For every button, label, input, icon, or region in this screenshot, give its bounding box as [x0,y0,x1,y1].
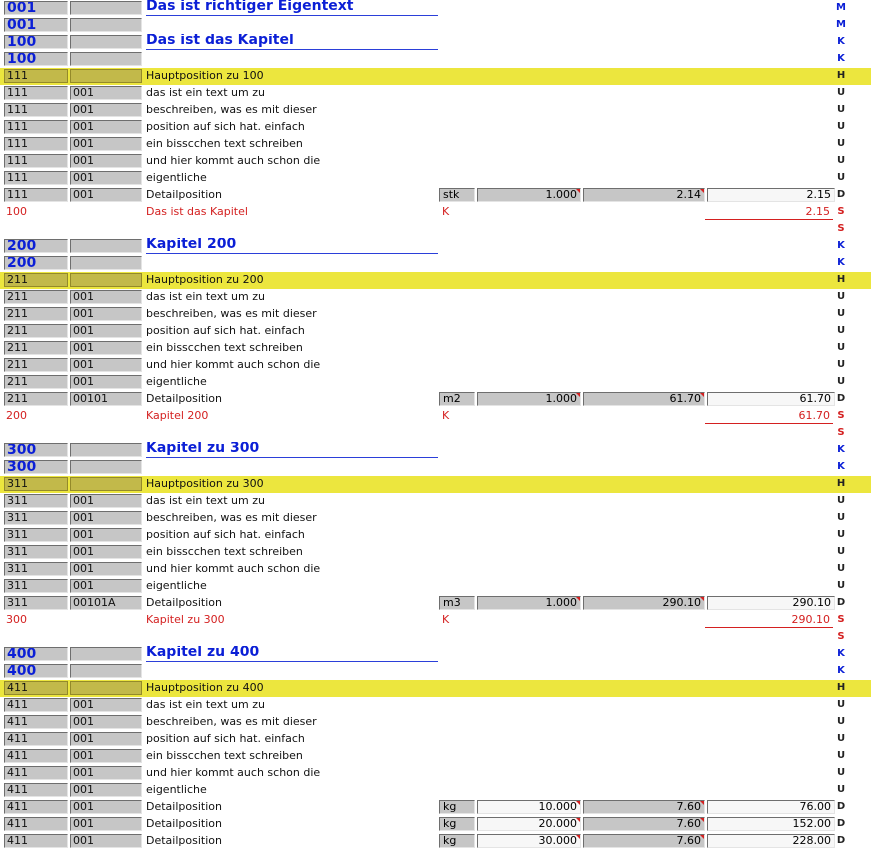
unit-cell[interactable]: kg [439,817,475,831]
text-line-row[interactable] [0,357,871,374]
header-text[interactable]: Das ist richtiger Eigentext [146,0,438,16]
quantity-cell[interactable]: 1.000 [477,596,581,610]
sub-number-cell[interactable]: 001 [70,120,142,134]
sum-value: 61.70 [705,409,833,424]
chapter-sum-row[interactable] [0,204,871,221]
chapter-text[interactable] [146,256,438,270]
unit-cell[interactable]: kg [439,800,475,814]
chapter-row[interactable] [0,238,871,255]
sum-spacer-row[interactable] [0,221,871,238]
sub-number-cell[interactable]: 001 [70,766,142,780]
position-number-cell[interactable]: 111 [4,188,68,202]
main-position-row[interactable] [0,68,871,85]
total-cell[interactable]: 228.00 [707,834,835,848]
total-cell[interactable]: 76.00 [707,800,835,814]
line-text[interactable]: das ist ein text um zu [146,494,265,507]
position-number-cell[interactable]: 311 [4,579,68,593]
row-type-flag: S [837,206,845,217]
sub-number-cell[interactable] [70,647,142,661]
row-type-flag: D [836,393,846,404]
detail-row[interactable] [0,595,871,612]
text-line-row[interactable] [0,374,871,391]
row-type-flag: U [836,563,846,574]
row-type-flag: U [836,104,846,115]
sub-number-cell[interactable]: 001 [70,86,142,100]
line-text[interactable]: ein bisscchen text schreiben [146,545,303,558]
position-number-cell[interactable]: 100 [4,52,68,66]
sum-kind: K [442,409,450,422]
text-line-row[interactable] [0,102,871,119]
sum-chapter-title: Das ist das Kapitel [146,205,248,218]
position-number-cell[interactable]: 411 [4,800,68,814]
row-type-flag: H [836,274,846,285]
row-type-flag: H [836,682,846,693]
position-number-cell[interactable]: 211 [4,341,68,355]
position-number-cell[interactable]: 411 [4,766,68,780]
unit-price-cell[interactable]: 7.60 [583,800,705,814]
row-type-flag: K [837,36,845,47]
sum-chapter-title: Kapitel zu 300 [146,613,225,626]
row-type-flag: U [836,716,846,727]
quantity-cell[interactable]: 10.000 [477,800,581,814]
sub-number-cell[interactable] [70,664,142,678]
main-position-text[interactable]: Hauptposition zu 300 [146,477,264,490]
detail-text[interactable]: Detailposition [146,188,222,201]
sum-chapter-number: 300 [6,613,27,626]
detail-text[interactable]: Detailposition [146,800,222,813]
row-type-flag: S [837,223,845,234]
chapter-title[interactable]: Kapitel zu 300 [146,442,438,458]
row-type-flag: U [836,308,846,319]
position-number-cell[interactable]: 311 [4,596,68,610]
text-line-row[interactable] [0,153,871,170]
header-text[interactable] [146,18,438,32]
detail-text[interactable]: Detailposition [146,392,222,405]
position-number-cell[interactable]: 211 [4,290,68,304]
unit-price-cell[interactable]: 290.10 [583,596,705,610]
row-type-flag: U [836,750,846,761]
chapter-row[interactable] [0,646,871,663]
position-number-cell[interactable]: 111 [4,120,68,134]
row-type-flag: D [836,801,846,812]
sub-number-cell[interactable]: 001 [70,324,142,338]
unit-cell[interactable]: m2 [439,392,475,406]
total-cell[interactable]: 2.15 [707,188,835,202]
chapter-sum-row[interactable] [0,612,871,629]
sum-spacer-row[interactable] [0,425,871,442]
sub-number-cell[interactable] [70,69,142,83]
row-type-flag: K [837,240,845,251]
sub-number-cell[interactable]: 001 [70,137,142,151]
line-text[interactable]: eigentliche [146,171,207,184]
main-position-text[interactable]: Hauptposition zu 400 [146,681,264,694]
text-line-row[interactable] [0,493,871,510]
sub-number-cell[interactable]: 001 [70,545,142,559]
row-type-flag: U [836,87,846,98]
position-number-cell[interactable]: 311 [4,562,68,576]
row-type-flag: D [836,189,846,200]
line-text[interactable]: und hier kommt auch schon die [146,154,321,167]
line-text[interactable]: das ist ein text um zu [146,698,265,711]
sub-number-cell[interactable]: 001 [70,800,142,814]
row-type-flag: U [836,784,846,795]
position-number-cell[interactable]: 211 [4,375,68,389]
unit-price-cell[interactable]: 7.60 [583,817,705,831]
chapter-row[interactable] [0,34,871,51]
position-number-cell[interactable]: 411 [4,749,68,763]
position-number-cell[interactable]: 311 [4,545,68,559]
sub-number-cell[interactable]: 00101 [70,392,142,406]
unit-cell[interactable]: m3 [439,596,475,610]
row-type-flag: U [836,121,846,132]
sub-number-cell[interactable]: 001 [70,307,142,321]
total-cell[interactable]: 152.00 [707,817,835,831]
position-number-cell[interactable]: 111 [4,86,68,100]
sub-number-cell[interactable] [70,239,142,253]
row-type-flag: K [837,648,845,659]
header-row[interactable] [0,0,871,17]
unit-price-cell[interactable]: 2.14 [583,188,705,202]
sub-number-cell[interactable]: 001 [70,341,142,355]
sub-number-cell[interactable]: 001 [70,579,142,593]
line-text[interactable]: position auf sich hat. einfach [146,120,305,133]
position-number-cell[interactable]: 100 [4,35,68,49]
row-type-flag: K [837,444,845,455]
quantity-cell[interactable]: 1.000 [477,188,581,202]
sub-number-cell[interactable] [70,18,142,32]
sum-chapter-title: Kapitel 200 [146,409,209,422]
quantity-cell[interactable]: 1.000 [477,392,581,406]
line-text[interactable]: und hier kommt auch schon die [146,358,321,371]
row-type-flag: U [836,580,846,591]
text-line-row[interactable] [0,136,871,153]
line-text[interactable]: beschreiben, was es mit dieser [146,307,317,320]
sub-number-cell[interactable] [70,273,142,287]
row-type-flag: K [837,257,845,268]
row-type-flag: U [836,699,846,710]
sub-number-cell[interactable]: 001 [70,749,142,763]
sum-kind: K [442,613,450,626]
row-type-flag: D [836,835,846,846]
row-type-flag: U [836,529,846,540]
row-type-flag: S [837,631,845,642]
sub-number-cell[interactable]: 001 [70,375,142,389]
position-number-cell[interactable]: 300 [4,443,68,457]
sum-chapter-number: 200 [6,409,27,422]
quantity-cell[interactable]: 20.000 [477,817,581,831]
text-line-row[interactable] [0,85,871,102]
position-number-cell[interactable]: 111 [4,171,68,185]
main-position-row[interactable] [0,272,871,289]
chapter-sum-row[interactable] [0,408,871,425]
row-type-flag: U [836,495,846,506]
sub-number-cell[interactable]: 001 [70,715,142,729]
line-text[interactable]: beschreiben, was es mit dieser [146,715,317,728]
chapter-row[interactable] [0,255,871,272]
row-type-flag: U [836,376,846,387]
chapter-title[interactable]: Das ist das Kapitel [146,34,438,50]
sub-number-cell[interactable]: 001 [70,528,142,542]
chapter-text[interactable] [146,460,438,474]
sub-number-cell[interactable]: 001 [70,103,142,117]
position-number-cell[interactable]: 001 [4,1,68,15]
row-type-flag: U [836,155,846,166]
line-text[interactable]: ein bisscchen text schreiben [146,341,303,354]
row-type-flag: U [836,512,846,523]
sub-number-cell[interactable]: 001 [70,494,142,508]
sum-value: 2.15 [705,205,833,220]
sub-number-cell[interactable] [70,52,142,66]
text-line-row[interactable] [0,170,871,187]
unit-price-cell[interactable]: 7.60 [583,834,705,848]
sub-number-cell[interactable] [70,443,142,457]
unit-cell[interactable]: stk [439,188,475,202]
chapter-text[interactable] [146,52,438,66]
sub-number-cell[interactable] [70,477,142,491]
text-line-row[interactable] [0,731,871,748]
line-text[interactable]: ein bisscchen text schreiben [146,137,303,150]
position-number-cell[interactable]: 411 [4,783,68,797]
position-number-cell[interactable]: 211 [4,324,68,338]
main-position-text[interactable]: Hauptposition zu 100 [146,69,264,82]
text-line-row[interactable] [0,544,871,561]
chapter-title[interactable]: Kapitel 200 [146,238,438,254]
main-position-row[interactable] [0,476,871,493]
sub-number-cell[interactable] [70,1,142,15]
row-type-flag: U [836,546,846,557]
chapter-text[interactable] [146,664,438,678]
text-line-row[interactable] [0,527,871,544]
sub-number-cell[interactable]: 001 [70,732,142,746]
chapter-title[interactable]: Kapitel zu 400 [146,646,438,662]
row-type-flag: U [836,325,846,336]
text-line-row[interactable] [0,578,871,595]
line-text[interactable]: das ist ein text um zu [146,290,265,303]
line-text[interactable]: das ist ein text um zu [146,86,265,99]
position-number-cell[interactable]: 200 [4,239,68,253]
unit-cell[interactable]: kg [439,834,475,848]
sub-number-cell[interactable]: 001 [70,154,142,168]
sub-number-cell[interactable] [70,681,142,695]
position-number-cell[interactable]: 111 [4,137,68,151]
position-number-cell[interactable]: 311 [4,494,68,508]
sub-number-cell[interactable]: 001 [70,358,142,372]
row-type-flag: K [837,461,845,472]
text-line-row[interactable] [0,714,871,731]
row-type-flag: U [836,733,846,744]
chapter-row[interactable] [0,663,871,680]
sub-number-cell[interactable] [70,256,142,270]
position-number-cell[interactable]: 311 [4,477,68,491]
sub-number-cell[interactable]: 001 [70,817,142,831]
line-text[interactable]: eigentliche [146,579,207,592]
position-number-cell[interactable]: 411 [4,817,68,831]
sum-value: 290.10 [705,613,833,628]
text-line-row[interactable] [0,289,871,306]
detail-text[interactable]: Detailposition [146,817,222,830]
main-position-text[interactable]: Hauptposition zu 200 [146,273,264,286]
row-type-flag: D [836,597,846,608]
line-text[interactable]: und hier kommt auch schon die [146,562,321,575]
row-type-flag: U [836,138,846,149]
chapter-row[interactable] [0,442,871,459]
row-type-flag: K [837,53,845,64]
text-line-row[interactable] [0,748,871,765]
position-number-cell[interactable]: 311 [4,528,68,542]
detail-text[interactable]: Detailposition [146,834,222,847]
sum-spacer-row[interactable] [0,629,871,646]
text-line-row[interactable] [0,306,871,323]
sub-number-cell[interactable]: 001 [70,562,142,576]
line-text[interactable]: eigentliche [146,783,207,796]
header-row[interactable] [0,17,871,34]
position-number-cell[interactable]: 411 [4,732,68,746]
detail-row[interactable] [0,187,871,204]
sub-number-cell[interactable]: 001 [70,290,142,304]
line-text[interactable]: beschreiben, was es mit dieser [146,511,317,524]
position-number-cell[interactable]: 400 [4,647,68,661]
sub-number-cell[interactable]: 00101A [70,596,142,610]
sub-number-cell[interactable]: 001 [70,171,142,185]
position-number-cell[interactable]: 211 [4,273,68,287]
chapter-row[interactable] [0,51,871,68]
row-type-flag: S [837,427,845,438]
position-number-cell[interactable]: 411 [4,681,68,695]
unit-price-cell[interactable]: 61.70 [583,392,705,406]
text-line-row[interactable] [0,697,871,714]
row-type-flag: K [837,665,845,676]
total-cell[interactable]: 290.10 [707,596,835,610]
total-cell[interactable]: 61.70 [707,392,835,406]
text-line-row[interactable] [0,782,871,799]
line-text[interactable]: eigentliche [146,375,207,388]
position-number-cell[interactable]: 211 [4,358,68,372]
main-position-row[interactable] [0,680,871,697]
text-line-row[interactable] [0,340,871,357]
line-text[interactable]: und hier kommt auch schon die [146,766,321,779]
position-number-cell[interactable]: 211 [4,392,68,406]
line-text[interactable]: position auf sich hat. einfach [146,324,305,337]
line-text[interactable]: ein bisscchen text schreiben [146,749,303,762]
row-type-flag: U [836,172,846,183]
sum-kind: K [442,205,450,218]
row-type-flag: H [836,478,846,489]
text-line-row[interactable] [0,323,871,340]
text-line-row[interactable] [0,765,871,782]
position-number-cell[interactable]: 411 [4,834,68,848]
row-type-flag: U [836,342,846,353]
row-type-flag: M [836,19,846,30]
detail-row[interactable] [0,833,871,850]
position-number-cell[interactable]: 200 [4,256,68,270]
chapter-row[interactable] [0,459,871,476]
sub-number-cell[interactable] [70,460,142,474]
text-line-row[interactable] [0,119,871,136]
position-number-cell[interactable]: 211 [4,307,68,321]
detail-row[interactable] [0,391,871,408]
quantity-cell[interactable]: 30.000 [477,834,581,848]
line-text[interactable]: position auf sich hat. einfach [146,732,305,745]
line-text[interactable]: position auf sich hat. einfach [146,528,305,541]
position-number-cell[interactable]: 001 [4,18,68,32]
detail-text[interactable]: Detailposition [146,596,222,609]
row-type-flag: D [836,818,846,829]
text-line-row[interactable] [0,561,871,578]
row-type-flag: U [836,359,846,370]
position-number-cell[interactable]: 411 [4,715,68,729]
sub-number-cell[interactable]: 001 [70,511,142,525]
position-number-cell[interactable]: 111 [4,103,68,117]
detail-row[interactable] [0,799,871,816]
sub-number-cell[interactable]: 001 [70,188,142,202]
sub-number-cell[interactable]: 001 [70,834,142,848]
line-text[interactable]: beschreiben, was es mit dieser [146,103,317,116]
sub-number-cell[interactable] [70,35,142,49]
row-type-flag: S [837,410,845,421]
position-number-cell[interactable]: 111 [4,69,68,83]
position-number-cell[interactable]: 400 [4,664,68,678]
sub-number-cell[interactable]: 001 [70,698,142,712]
position-number-cell[interactable]: 300 [4,460,68,474]
row-type-flag: U [836,767,846,778]
position-number-cell[interactable]: 411 [4,698,68,712]
position-number-cell[interactable]: 111 [4,154,68,168]
text-line-row[interactable] [0,510,871,527]
row-type-flag: S [837,614,845,625]
sub-number-cell[interactable]: 001 [70,783,142,797]
row-type-flag: H [836,70,846,81]
position-number-cell[interactable]: 311 [4,511,68,525]
row-type-flag: M [836,2,846,13]
sum-chapter-number: 100 [6,205,27,218]
row-type-flag: U [836,291,846,302]
detail-row[interactable] [0,816,871,833]
